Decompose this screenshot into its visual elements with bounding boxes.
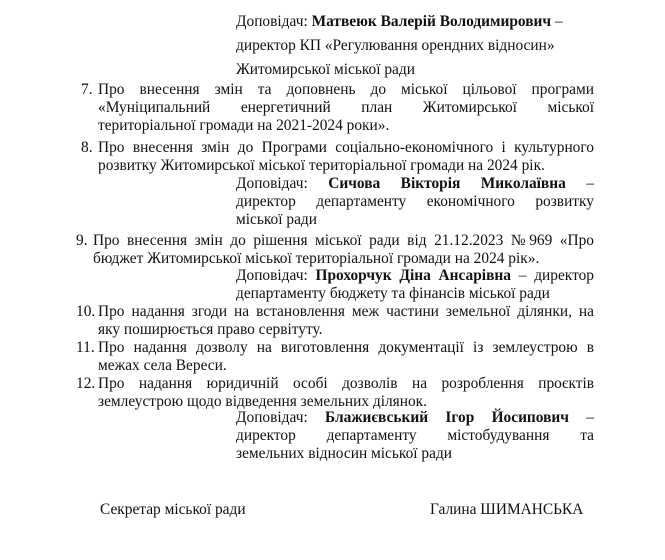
speaker1-role-line1: директор КП «Регулювання орендних відносин» bbox=[236, 37, 555, 54]
item12-line1: Про надання юридичній особі дозволів на розроблення проєктів bbox=[98, 375, 594, 392]
signature-title: Секретар міської ради bbox=[100, 501, 246, 518]
item10-line2: яку поширюється право сервітуту. bbox=[98, 321, 323, 338]
speaker-label: Доповідач: bbox=[236, 409, 308, 426]
item11-line1: Про надання дозволу на виготовлення документації із землеустрою в bbox=[98, 339, 594, 356]
speaker4-header bbox=[236, 408, 594, 427]
item11-number: 11. bbox=[76, 339, 95, 356]
speaker1-header bbox=[236, 12, 563, 31]
item11-line2: межах села Вереси. bbox=[98, 357, 227, 374]
item12-number: 12. bbox=[76, 375, 96, 392]
speaker2-role-line1: директор департаменту економічного розвитку bbox=[236, 193, 594, 210]
speaker4-role-line1: директор департаменту містобудування та bbox=[236, 427, 594, 444]
item10-number: 10. bbox=[76, 303, 96, 320]
speaker2-role-line2: міської ради bbox=[236, 211, 317, 228]
speaker-label: Доповідач: bbox=[236, 13, 308, 30]
speaker-label: Доповідач: bbox=[236, 175, 308, 192]
speaker-name: Сичова Вікторія Миколаївна bbox=[328, 175, 566, 192]
signature-name: Галина ШИМАНСЬКА bbox=[430, 501, 584, 518]
speaker-label: Доповідач: bbox=[236, 267, 308, 284]
speaker-dash: – bbox=[568, 409, 594, 426]
item7-line2: «Муніципальний енергетичний план Житомирської міської bbox=[98, 99, 594, 116]
speaker3-header bbox=[236, 266, 594, 285]
item7-number: 7. bbox=[81, 81, 93, 98]
speaker1-role-line2: Житомирської міської ради bbox=[236, 61, 415, 78]
item8-line1: Про внесення змін до Програми соціально-економічного і культурного bbox=[98, 139, 594, 156]
speaker4-role-line2: земельних відносин міської ради bbox=[236, 445, 453, 462]
item9-line2: бюджет Житомирської міської територіальної громади на 2024 рік». bbox=[93, 250, 540, 267]
item7-line1: Про внесення змін та доповнень до міської цільової програми bbox=[98, 81, 594, 98]
item7-line3: територіальної громади на 2021-2024 роки». bbox=[98, 117, 390, 134]
item9-number: 9. bbox=[76, 232, 88, 249]
item12-line2: землеустрою щодо відведення земельних ділянок. bbox=[98, 393, 427, 410]
item9-line1: Про внесення змін до рішення міської ради від 21.12.2023 №969 «Про bbox=[93, 232, 594, 249]
speaker2-header bbox=[236, 174, 594, 193]
item8-number: 8. bbox=[81, 139, 93, 156]
speaker-name: Матвеюк Валерій Володимирович bbox=[311, 13, 552, 30]
speaker-dash: – bbox=[565, 175, 594, 192]
item8-line2: розвитку Житомирської міської територіальної громади на 2024 рік. bbox=[98, 157, 545, 174]
speaker-name: Блажиєвський Ігор Йосипович bbox=[325, 409, 569, 426]
item10-line1: Про надання згоди на встановлення меж частини земельної ділянки, на bbox=[98, 303, 594, 320]
speaker-name: Прохорчук Діна Ансарівна bbox=[315, 267, 511, 284]
speaker-dash: – bbox=[551, 13, 563, 30]
speaker-dash: – директор bbox=[510, 267, 594, 284]
speaker3-role-line1: департаменту бюджету та фінансів міської ради bbox=[236, 285, 550, 302]
